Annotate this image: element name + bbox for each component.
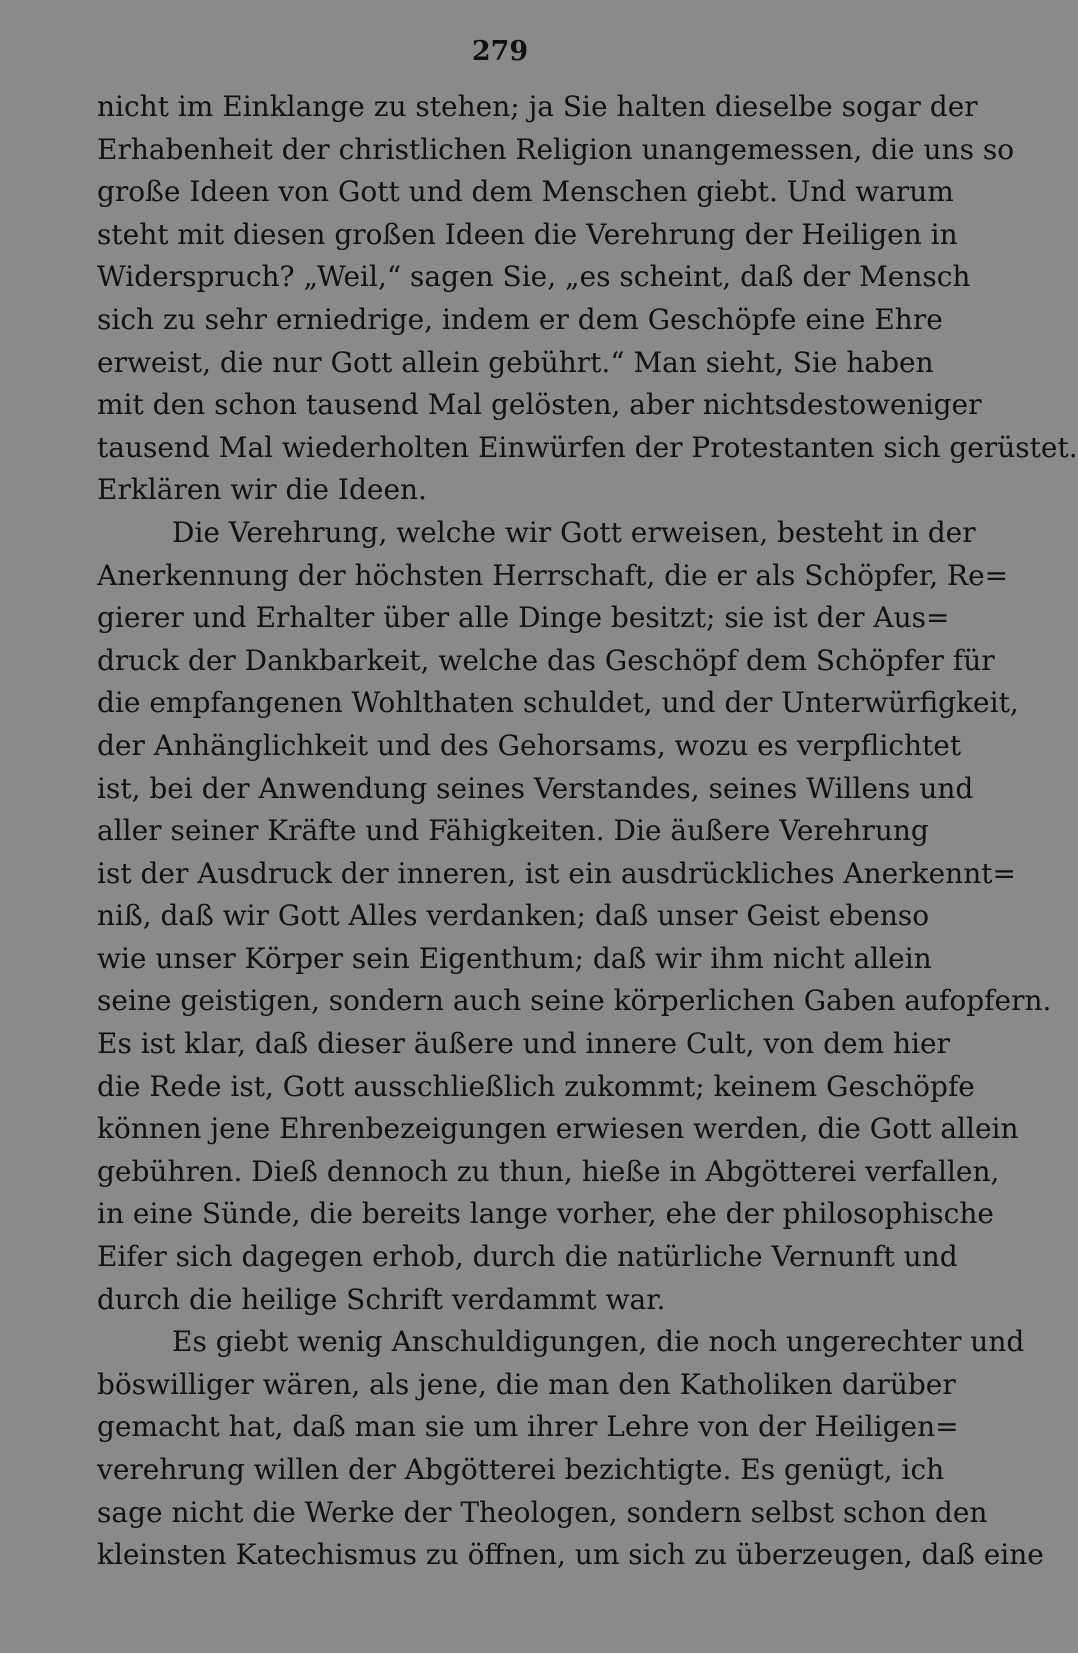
text-line: Es giebt wenig Anschuldigungen, die noch ungerechter und	[172, 1325, 1025, 1359]
text-line: mit den schon tausend Mal gelösten, aber nichtsdestoweniger	[97, 388, 982, 422]
text-line: tausend Mal wiederholten Einwürfen der Protestanten sich gerüstet.	[97, 430, 1078, 464]
text-line: Es ist klar, daß dieser äußere und innere Cult, von dem hier	[97, 1027, 950, 1061]
text-line: seine geistigen, sondern auch seine körperlichen Gaben aufopfern.	[97, 984, 1052, 1018]
text-line: ist, bei der Anwendung seines Verstandes, seines Willens und	[97, 771, 974, 805]
text-line: Anerkennung der höchsten Herrschaft, die er als Schöpfer, Re=	[97, 558, 1009, 592]
text-line: sich zu sehr erniedrige, indem er dem Geschöpfe eine Ehre	[97, 302, 943, 336]
text-line: erweist, die nur Gott allein gebührt.“ Man sieht, Sie haben	[97, 345, 934, 379]
text-line: der Anhänglichkeit und des Gehorsams, wozu es verpflichtet	[97, 728, 962, 762]
text-line: gemacht hat, daß man sie um ihrer Lehre von der Heiligen=	[97, 1410, 959, 1444]
text-line: Die Verehrung, welche wir Gott erweisen, besteht in der	[172, 515, 976, 549]
text-line: ist der Ausdruck der inneren, ist ein ausdrückliches Anerkennt=	[97, 856, 1016, 890]
text-line: kleinsten Katechismus zu öffnen, um sich zu überzeugen, daß eine	[97, 1538, 1044, 1572]
text-line: in eine Sünde, die bereits lange vorher, ehe der philosophische	[97, 1197, 994, 1231]
text-line: verehrung willen der Abgötterei bezichtigte. Es genügt, ich	[97, 1453, 945, 1486]
text-line: können jene Ehrenbezeigungen erwiesen werden, die Gott allein	[97, 1112, 1019, 1146]
text-line: Erklären wir die Ideen.	[97, 473, 427, 507]
text-line: die Rede ist, Gott ausschließlich zukommt; keinem Geschöpfe	[97, 1069, 975, 1103]
text-line: Erhabenheit der christlichen Religion unangemessen, die uns so	[97, 132, 1015, 166]
text-line: wie unser Körper sein Eigenthum; daß wir ihm nicht allein	[97, 941, 932, 975]
text-line: sage nicht die Werke der Theologen, sondern selbst schon den	[97, 1495, 988, 1529]
text-line: durch die heilige Schrift verdammt war.	[97, 1282, 666, 1316]
text-line: Eifer sich dagegen erhob, durch die natürliche Vernunft und	[97, 1240, 958, 1274]
text-line: aller seiner Kräfte und Fähigkeiten. Die äußere Verehrung	[97, 814, 929, 848]
text-line: gierer und Erhalter über alle Dinge besitzt; sie ist der Aus=	[97, 601, 950, 635]
text-line: große Ideen von Gott und dem Menschen giebt. Und warum	[97, 175, 954, 209]
text-line: gebühren. Dieß dennoch zu thun, hieße in Abgötterei verfallen,	[97, 1154, 1000, 1188]
page-number: 279	[471, 36, 529, 67]
text-line: die empfangenen Wohlthaten schuldet, und der Unterwürfigkeit,	[97, 686, 1019, 720]
text-line: böswilliger wären, als jene, die man den Katholiken darüber	[97, 1367, 956, 1401]
text-line: druck der Dankbarkeit, welche das Geschöpf dem Schöpfer für	[97, 643, 995, 677]
text-line: Widerspruch? „Weil,“ sagen Sie, „es scheint, daß der Mensch	[97, 260, 971, 294]
text-line: nicht im Einklange zu stehen; ja Sie halten dieselbe sogar der	[97, 90, 978, 123]
text-line: steht mit diesen großen Ideen die Verehrung der Heiligen in	[97, 217, 958, 251]
text-line: niß, daß wir Gott Alles verdanken; daß unser Geist ebenso	[97, 899, 930, 933]
body-text	[97, 86, 1078, 1577]
